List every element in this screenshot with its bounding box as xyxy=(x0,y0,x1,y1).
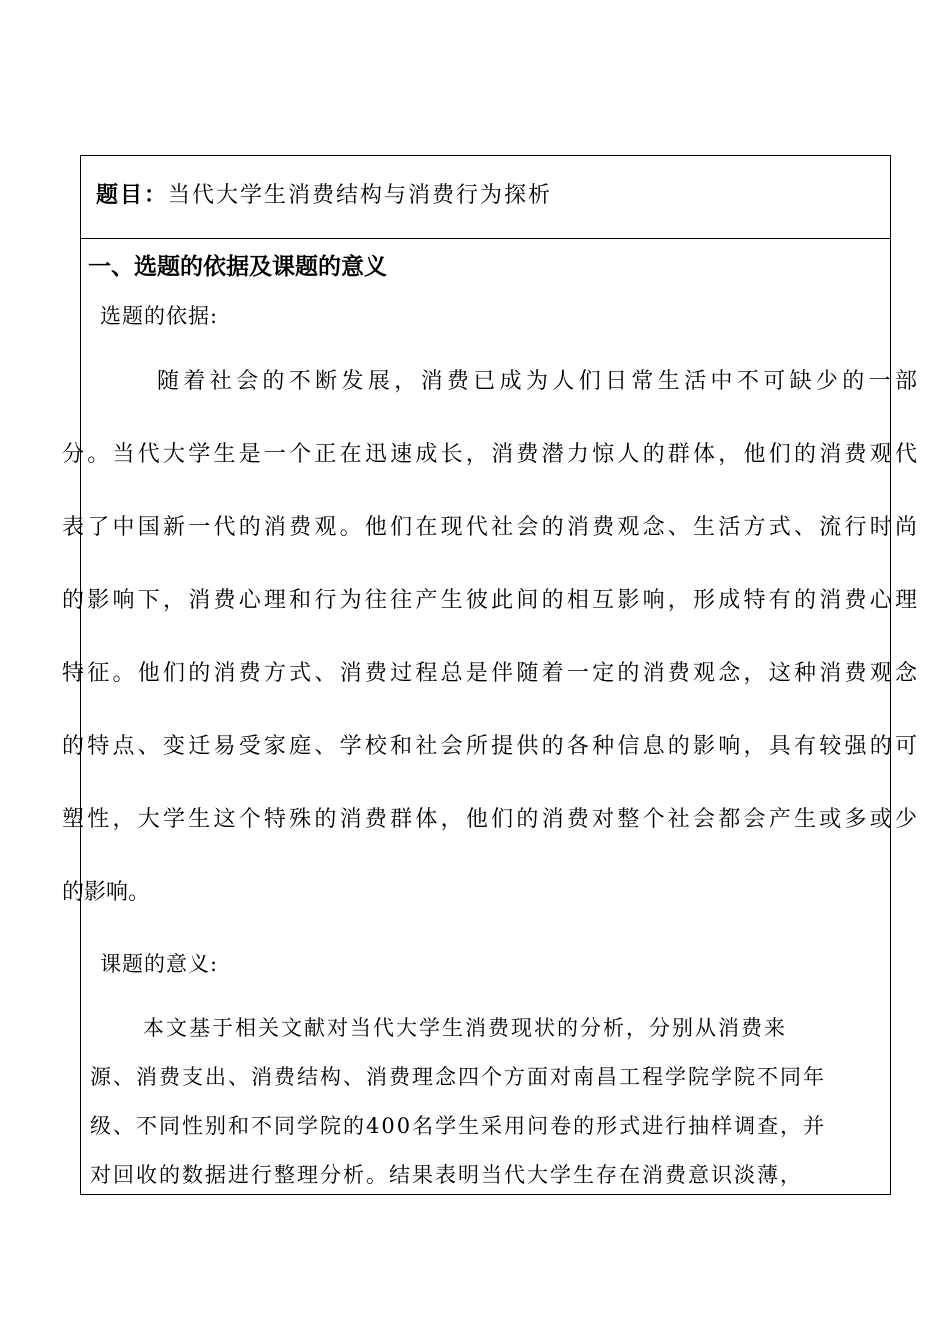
basis-line: 的影响下，消费心理和行为往往产生彼此间的相互影响，形成特有的消费心理 xyxy=(62,588,917,613)
significance-label: 课题的意义: xyxy=(100,952,219,976)
basis-label: 选题的依据: xyxy=(100,304,219,328)
basis-line: 表了中国新一代的消费观。他们在现代社会的消费观念、生活方式、流行时尚 xyxy=(62,515,917,540)
significance-line: 本文基于相关文献对当代大学生消费现状的分析，分别从消费来 xyxy=(143,1016,787,1040)
significance-line: 级、不同性别和不同学院的400名学生采用问卷的形式进行抽样调查，并 xyxy=(90,1114,827,1138)
basis-line: 分。当代大学生是一个正在迅速成长，消费潜力惊人的群体，他们的消费观代 xyxy=(62,442,917,467)
section-heading: 一、选题的依据及课题的意义 xyxy=(88,254,387,280)
significance-line: 对回收的数据进行整理分析。结果表明当代大学生存在消费意识淡薄， xyxy=(90,1163,803,1187)
basis-line: 塑性，大学生这个特殊的消费群体，他们的消费对整个社会都会产生或多或少 xyxy=(62,807,917,832)
basis-line: 的特点、变迁易受家庭、学校和社会所提供的各种信息的影响，具有较强的可 xyxy=(62,734,917,759)
title-label: 题目： xyxy=(96,183,169,208)
basis-line: 特征。他们的消费方式、消费过程总是伴随着一定的消费观念，这种消费观念 xyxy=(62,661,917,686)
basis-line: 的影响。 xyxy=(62,880,151,905)
basis-line: 随着社会的不断发展，消费已成为人们日常生活中不可缺少的一部 xyxy=(157,369,917,394)
title-value: 当代大学生消费结构与消费行为探析 xyxy=(168,183,553,208)
significance-line: 源、消费支出、消费结构、消费理念四个方面对南昌工程学院学院不同年 xyxy=(90,1065,826,1089)
document-title xyxy=(96,178,552,209)
